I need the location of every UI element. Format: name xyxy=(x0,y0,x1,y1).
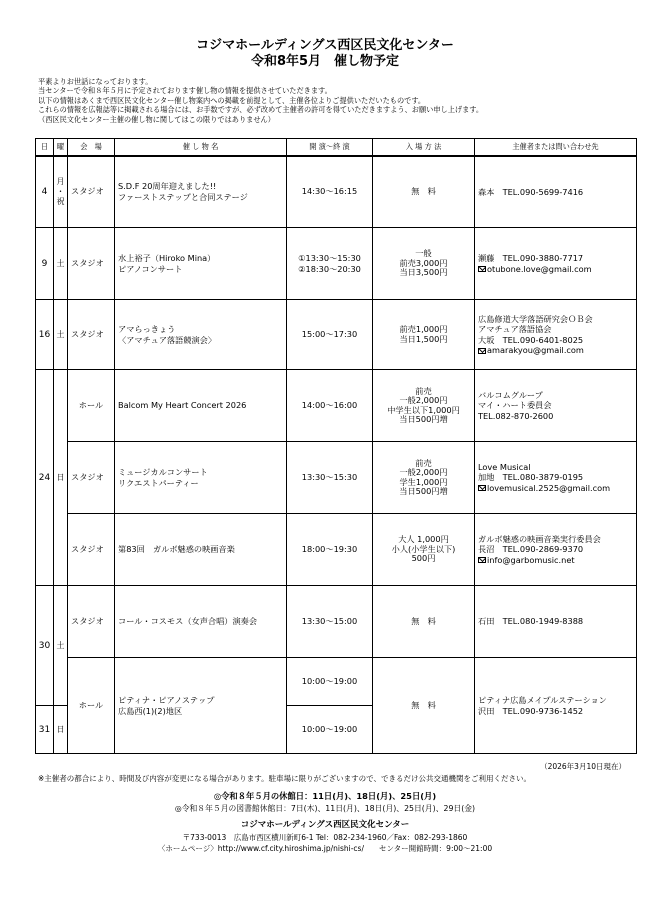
admission-cell: 一般 前売3,000円 当日3,500円 xyxy=(373,228,475,300)
time-cell: 13:30～15:30 xyxy=(287,442,373,514)
event-cell: S.D.F 20周年迎えました!! ファーストステップと合同ステージ xyxy=(115,156,287,228)
intro-line: 以下の情報はあくまで西区民文化センター催し物案内への掲載を前提として、主催各位よりご提供いただいたものです。 xyxy=(38,95,426,105)
table-row xyxy=(36,658,637,706)
library-closed-days: ◎令和８年５月の図書館休館日：7日(木)、11日(月)、18日(月)、25日(月)、29日(金) xyxy=(174,804,476,813)
organizer-email[interactable]: otubone.love@gmail.com xyxy=(487,263,592,274)
event-cell: 第83回 ガルボ魅惑の映画音楽 xyxy=(115,514,287,586)
mail-icon xyxy=(478,348,486,354)
venue-cell: スタジオ xyxy=(68,228,115,300)
mail-icon xyxy=(478,485,486,491)
admission-cell: 無 料 xyxy=(373,658,475,754)
table-row xyxy=(36,514,637,586)
organizer-email[interactable]: lovemusical.2525@gmail.com xyxy=(487,482,611,493)
mail-icon xyxy=(478,557,486,563)
as-of-date: （2026年3月10日現在） xyxy=(540,762,626,771)
organizer-cell: ピティナ広島メイプルステーション 沢田 TEL.090-9736-1452 xyxy=(475,658,637,754)
time-cell: 18:00～19:30 xyxy=(287,514,373,586)
intro-line: 平素よりお世話になっております。 xyxy=(38,77,153,86)
admission-cell: 無 料 xyxy=(373,586,475,658)
venue-cell: ホール xyxy=(68,370,115,442)
header-admission: 入 場 方 法 xyxy=(373,139,475,156)
table-row xyxy=(36,156,637,228)
event-cell: Balcom My Heart Concert 2026 xyxy=(115,370,287,442)
organizer-cell: 森本 TEL.090-5699-7416 xyxy=(475,156,637,228)
table-header-row xyxy=(36,139,637,156)
notice-text: ※主催者の都合により、時間及び内容が変更になる場合があります。駐車場に限りがございますので、できるだけ公共交通機関をご利用ください。 xyxy=(38,774,532,783)
event-cell: コール・コスモス（女声合唱）演奏会 xyxy=(115,586,287,658)
weekday-cell: 月 ・ 祝 xyxy=(54,156,68,228)
intro-text xyxy=(38,77,483,124)
day-cell: 16 xyxy=(36,300,54,370)
header-weekday: 曜 xyxy=(54,139,68,156)
page-title: コジマホールディングス西区民文化センター xyxy=(196,38,454,53)
venue-cell: スタジオ xyxy=(68,442,115,514)
venue-cell: スタジオ xyxy=(68,514,115,586)
event-cell: ピティナ・ピアノステップ 広島西(1)(2)地区 xyxy=(115,658,287,754)
schedule-table xyxy=(35,138,637,754)
time-cell: 14:00～16:00 xyxy=(287,370,373,442)
venue-cell: スタジオ xyxy=(68,300,115,370)
table-row xyxy=(36,586,637,658)
day-cell: 30 xyxy=(36,586,54,706)
intro-line: （西区民文化センター主催の催し物に関してはこの限りではありません） xyxy=(38,114,275,124)
admission-cell: 前売 一般2,000円 学生1,000円 当日500円増 xyxy=(373,442,475,514)
time-cell: 10:00～19:00 xyxy=(287,658,373,706)
admission-cell: 前売 一般2,000円 中学生以下1,000円 当日500円増 xyxy=(373,370,475,442)
table-row xyxy=(36,300,637,370)
venue-cell: スタジオ xyxy=(68,586,115,658)
mail-icon xyxy=(478,266,486,272)
header-time: 開 演～終 演 xyxy=(287,139,373,156)
closed-days: ◎令和８年５月の休館日：11日(月)、18日(月)、25日(月) xyxy=(213,791,437,801)
weekday-cell: 土 xyxy=(54,228,68,300)
event-cell: ミュージカルコンサート リクエストパーティー xyxy=(115,442,287,514)
day-cell: 31 xyxy=(36,706,54,754)
weekday-cell: 土 xyxy=(54,586,68,706)
center-website[interactable]: 〈ホームページ〉http://www.cf.city.hiroshima.jp/nishi-cs/ センター開館時間：9:00～21:00 xyxy=(157,844,493,853)
event-cell: アマらっきょう 〈アマチュア落語競演会〉 xyxy=(115,300,287,370)
intro-line: これらの情報を広報誌等に掲載される場合には、お手数ですが、必ず改めて主催者の許可を得ていただきますよう、お願い申し上げます。 xyxy=(38,105,484,115)
intro-line: 当センターで令和８年５月に予定されております催し物の情報を提供させていただきます。 xyxy=(38,86,332,96)
center-address: 〒733-0013 広島市西区横川新町6-1 Tel：082-234-1960／Fax：082-293-1860 xyxy=(182,833,468,842)
organizer-email[interactable]: info@garbomusic.net xyxy=(487,554,575,565)
time-cell: 15:00～17:30 xyxy=(287,300,373,370)
weekday-cell: 日 xyxy=(54,706,68,754)
time-cell: 14:30～16:15 xyxy=(287,156,373,228)
header-organizer: 主催者または問い合わせ先 xyxy=(475,139,637,156)
table-row xyxy=(36,228,637,300)
venue-cell: スタジオ xyxy=(68,156,115,228)
admission-cell: 無 料 xyxy=(373,156,475,228)
admission-cell: 大人 1,000円 小人(小学生以下) 500円 xyxy=(373,514,475,586)
organizer-cell: ガルボ魅惑の映画音楽実行委員会 長沼 TEL.090-2869-9370 info@garbomusic.net xyxy=(475,514,637,586)
header-venue: 会 場 xyxy=(68,139,115,156)
admission-cell: 前売1,000円 当日1,500円 xyxy=(373,300,475,370)
table-row xyxy=(36,442,637,514)
center-name: コジマホールディングス西区民文化センター xyxy=(240,820,410,830)
day-cell: 4 xyxy=(36,156,54,228)
organizer-cell: Love Musical 加地 TEL.080-3879-0195 lovemusical.2525@gmail.com xyxy=(475,442,637,514)
organizer-cell: 石田 TEL.080-1949-8388 xyxy=(475,586,637,658)
day-cell: 24 xyxy=(36,370,54,586)
table-row xyxy=(36,370,637,442)
venue-cell: ホール xyxy=(68,658,115,754)
day-cell: 9 xyxy=(36,228,54,300)
organizer-cell: バルコムグループ マイ・ハート委員会 TEL.082-870-2600 xyxy=(475,370,637,442)
page-subtitle: 令和8年5月 催し物予定 xyxy=(250,54,400,69)
time-cell: 10:00～19:00 xyxy=(287,706,373,754)
time-cell: 13:30～15:00 xyxy=(287,586,373,658)
time-cell: ①13:30～15:30 ②18:30～20:30 xyxy=(287,228,373,300)
organizer-cell: 瀬藤 TEL.090-3880-7717 otubone.love@gmail.com xyxy=(475,228,637,300)
header-day: 日 xyxy=(36,139,54,156)
weekday-cell: 土 xyxy=(54,300,68,370)
weekday-cell: 日 xyxy=(54,370,68,586)
event-cell: 水上裕子（Hiroko Mina） ピアノコンサート xyxy=(115,228,287,300)
header-event: 催 し 物 名 xyxy=(115,139,287,156)
organizer-email[interactable]: amarakyou@gmail.com xyxy=(487,345,584,355)
organizer-cell: 広島修道大学落語研究会ＯＢ会 アマチュア落語協会 大坂 TEL.090-6401-8025 amarakyou@gmail.com xyxy=(475,300,637,370)
